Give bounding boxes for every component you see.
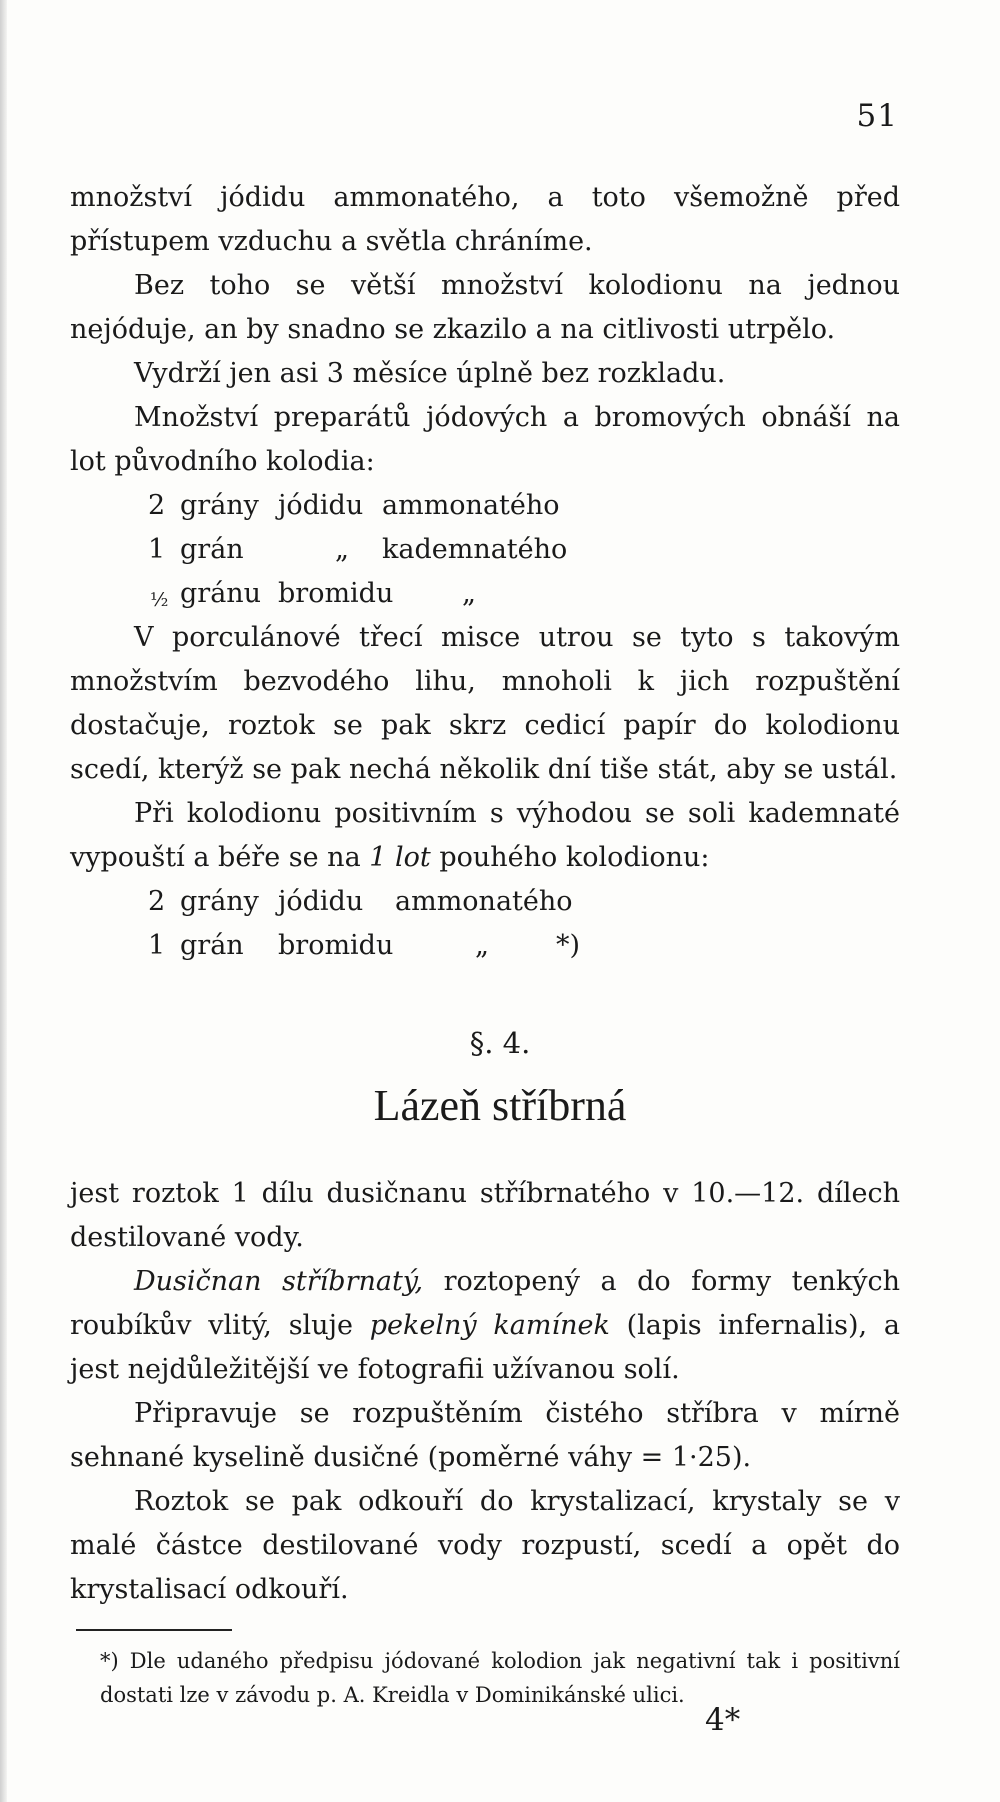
paragraph: Bez toho se větší množství kolodionu na jednou nejóduje, an by snadno se zkazilo a na citlivosti utrpělo.	[70, 270, 900, 345]
recipe-list-iodized	[70, 484, 900, 616]
recipe-name: jódidu	[278, 490, 364, 521]
recipe-unit: grán	[180, 930, 244, 961]
footnote	[100, 1644, 900, 1712]
recipe-qty: 2	[148, 490, 166, 521]
recipe-kind: kademnatého	[382, 534, 568, 565]
footnote-text: *) Dle udaného předpisu jódované kolodion jak negativní tak i positivní dostati lze v závodu p. A. Kreidla v Dominikánské ulici.	[100, 1649, 900, 1707]
recipe-kind: ammonatého	[395, 886, 573, 917]
recipe-item	[70, 528, 900, 572]
page-number: 51	[856, 98, 898, 134]
page-edge	[0, 0, 7, 1802]
footnote-ref: *)	[556, 930, 581, 961]
section-number: §. 4.	[469, 1026, 531, 1060]
italic-term: pekelný kamínek	[369, 1310, 610, 1341]
recipe-item	[70, 924, 900, 968]
recipe-kind: ammonatého	[382, 490, 560, 521]
paragraph: jest roztok 1 dílu dusičnanu stříbrnatého v 10.—12. dílech destilované vody.	[70, 1178, 900, 1253]
section-title: Lázeň stříbrná	[373, 1081, 627, 1130]
recipe-unit: grány	[180, 886, 259, 917]
recipe-item	[70, 572, 900, 616]
paragraph: Dusičnan stříbrnatý, roztopený a do formy tenkých roubíkův vlitý, sluje pekelný kamínek (lapis infernalis), a jest nejdůležitější ve fotografii užívanou solí.	[70, 1266, 900, 1385]
paragraph: Při kolodionu positivním s výhodou se soli kademnaté vypouští a béře se na 1 lot pouhého kolodionu:	[70, 798, 900, 873]
recipe-kind: „	[462, 578, 476, 609]
recipe-qty: 2	[148, 886, 166, 917]
italic-term: 1 lot	[369, 842, 431, 873]
recipe-unit: grán	[180, 534, 244, 565]
paragraph: množství jódidu ammonatého, a toto všemožně před přístupem vzduchu a světla chráníme.	[70, 182, 900, 257]
recipe-qty: ½	[150, 589, 169, 611]
text-block-lower	[70, 1172, 900, 1612]
recipe-qty: 1	[148, 534, 166, 565]
recipe-name: jódidu	[278, 886, 364, 917]
recipe-item	[70, 484, 900, 528]
paragraph: Roztok se pak odkouří do krystalizací, krystaly se v malé částce destilované vody rozpustí, scedí a opět do krystalisací odkouří.	[70, 1486, 900, 1605]
paragraph: Množství preparátů jódových a bromových obnáší na lot původního kolodia:	[70, 402, 900, 477]
recipe-name: „	[335, 534, 349, 565]
recipe-name: bromidu	[278, 930, 394, 961]
recipe-unit: gránu	[180, 578, 262, 609]
recipe-item	[70, 880, 900, 924]
paragraph: Vydrží jen asi 3 měsíce úplně bez rozkladu.	[134, 358, 726, 389]
recipe-kind: „	[475, 930, 489, 961]
recipe-list-positive	[70, 880, 900, 968]
signature-mark: 4*	[705, 1702, 741, 1738]
italic-term: Dusičnan stříbrnatý,	[134, 1266, 424, 1297]
text-block-upper	[70, 176, 900, 968]
paragraph: Připravuje se rozpuštěním čistého stříbra v mírně sehnané kyselině dusičné (poměrné váhy = 1·25).	[70, 1398, 900, 1473]
paragraph: V porculánové třecí misce utrou se tyto s takovým množstvím bezvodého lihu, mnoholi k jich rozpuštění dostačuje, roztok se pak skrz cedicí papír do kolodionu scedí, kterýž se pak nechá několik dní tiše stát, aby se ustál.	[70, 622, 900, 785]
recipe-qty: 1	[148, 930, 166, 961]
recipe-name: bromidu	[278, 578, 394, 609]
recipe-unit: grány	[180, 490, 259, 521]
footnote-rule	[76, 1629, 232, 1631]
